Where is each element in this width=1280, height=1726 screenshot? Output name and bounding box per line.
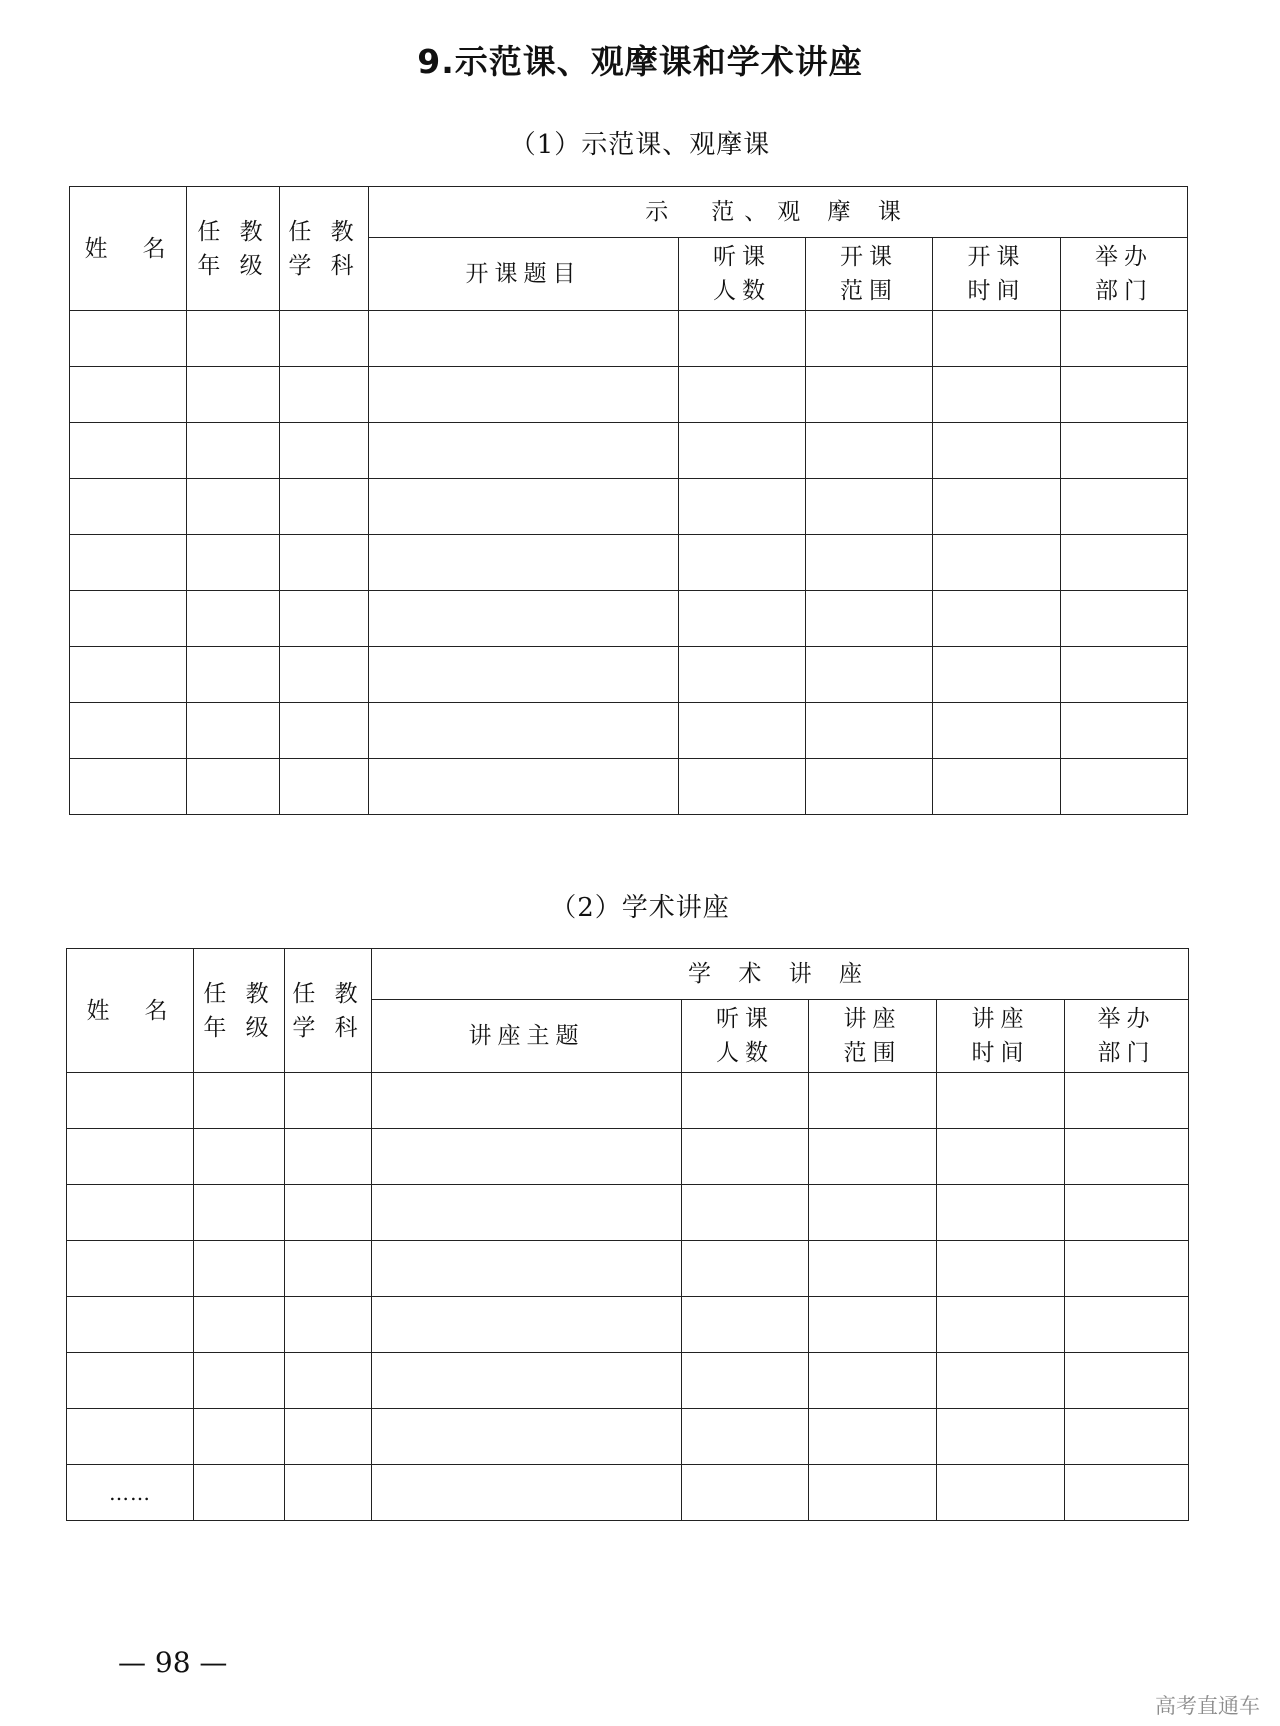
form-cell[interactable] xyxy=(280,759,369,815)
section-title-demo-lessons: （1）示范课、观摩课 xyxy=(509,130,771,160)
form-cell[interactable] xyxy=(280,423,369,479)
form-cell[interactable] xyxy=(679,479,806,535)
table-row xyxy=(67,1129,1189,1185)
form-cell[interactable] xyxy=(1065,1409,1189,1465)
form-cell[interactable] xyxy=(1061,423,1188,479)
form-cell[interactable] xyxy=(369,479,679,535)
form-cell[interactable] xyxy=(682,1409,809,1465)
form-cell[interactable] xyxy=(809,1297,937,1353)
form-cell[interactable] xyxy=(70,703,187,759)
page-title: 9.示范课、观摩课和学术讲座 xyxy=(417,42,863,81)
watermark: 高考直通车 xyxy=(1155,1694,1260,1718)
form-cell[interactable] xyxy=(280,311,369,367)
form-cell[interactable] xyxy=(1061,535,1188,591)
form-cell[interactable] xyxy=(806,367,933,423)
form-cell[interactable] xyxy=(280,367,369,423)
form-cell[interactable] xyxy=(285,1185,372,1241)
form-cell[interactable] xyxy=(187,759,280,815)
form-cell[interactable] xyxy=(1065,1353,1189,1409)
form-cell[interactable] xyxy=(369,311,679,367)
section-title-lectures: （2）学术讲座 xyxy=(550,893,730,923)
form-cell[interactable] xyxy=(67,1073,194,1129)
form-cell[interactable] xyxy=(806,703,933,759)
form-cell[interactable] xyxy=(372,1185,682,1241)
form-cell[interactable] xyxy=(369,703,679,759)
form-cell[interactable] xyxy=(372,1129,682,1185)
form-cell[interactable] xyxy=(372,1409,682,1465)
form-cell[interactable] xyxy=(679,703,806,759)
form-cell[interactable] xyxy=(194,1297,285,1353)
form-cell[interactable] xyxy=(679,311,806,367)
form-cell[interactable] xyxy=(933,311,1061,367)
table-row xyxy=(67,1241,1189,1297)
form-cell[interactable] xyxy=(194,1241,285,1297)
form-cell[interactable] xyxy=(806,479,933,535)
form-cell[interactable] xyxy=(285,1353,372,1409)
form-cell[interactable] xyxy=(1065,1297,1189,1353)
table-row xyxy=(67,1185,1189,1241)
form-cell[interactable] xyxy=(933,759,1061,815)
header-group-demo-lessons: 示 范、观 摩 课 xyxy=(369,187,1188,238)
table-row xyxy=(70,647,1188,703)
form-cell[interactable] xyxy=(937,1353,1065,1409)
form-cell[interactable] xyxy=(1065,1073,1189,1129)
form-cell[interactable] xyxy=(682,1073,809,1129)
header-grade: 任 教 年 级 xyxy=(194,949,285,1073)
form-cell[interactable] xyxy=(937,1185,1065,1241)
form-cell[interactable] xyxy=(70,591,187,647)
form-cell[interactable] xyxy=(806,535,933,591)
table-row xyxy=(70,759,1188,815)
form-cell[interactable] xyxy=(1065,1241,1189,1297)
form-cell[interactable] xyxy=(806,423,933,479)
form-cell[interactable] xyxy=(194,1353,285,1409)
header-topic: 开课题目 xyxy=(369,238,679,311)
table-row xyxy=(67,1073,1189,1129)
form-cell[interactable] xyxy=(67,1409,194,1465)
form-cell[interactable] xyxy=(937,1409,1065,1465)
form-cell[interactable] xyxy=(937,1297,1065,1353)
form-cell[interactable] xyxy=(70,367,187,423)
form-cell[interactable] xyxy=(285,1073,372,1129)
page-number: — 98 — xyxy=(118,1646,228,1679)
form-cell[interactable] xyxy=(806,591,933,647)
header-group-lectures: 学 术 讲 座 xyxy=(372,949,1189,1000)
header-name: 姓 名 xyxy=(67,949,194,1073)
form-cell[interactable] xyxy=(369,423,679,479)
form-cell[interactable] xyxy=(372,1465,682,1521)
header-time: 讲座 时间 xyxy=(937,1000,1065,1073)
form-cell[interactable] xyxy=(70,479,187,535)
table-row xyxy=(70,535,1188,591)
form-cell[interactable] xyxy=(70,759,187,815)
form-cell[interactable] xyxy=(285,1129,372,1185)
form-cell[interactable] xyxy=(1061,591,1188,647)
form-cell[interactable] xyxy=(806,311,933,367)
form-cell[interactable] xyxy=(679,367,806,423)
form-cell[interactable] xyxy=(280,703,369,759)
form-cell[interactable] xyxy=(1061,367,1188,423)
form-cell[interactable] xyxy=(679,535,806,591)
form-cell[interactable] xyxy=(806,759,933,815)
form-cell[interactable] xyxy=(682,1185,809,1241)
form-cell[interactable] xyxy=(806,647,933,703)
form-cell[interactable] xyxy=(809,1409,937,1465)
form-cell[interactable] xyxy=(933,535,1061,591)
header-subject: 任 教 学 科 xyxy=(285,949,372,1073)
form-cell[interactable] xyxy=(933,423,1061,479)
form-cell[interactable] xyxy=(1061,647,1188,703)
form-cell[interactable] xyxy=(933,367,1061,423)
header-name: 姓 名 xyxy=(70,187,187,311)
form-cell[interactable] xyxy=(682,1241,809,1297)
form-cell[interactable] xyxy=(369,535,679,591)
form-cell[interactable] xyxy=(809,1353,937,1409)
table-row xyxy=(67,1465,1189,1521)
form-cell[interactable] xyxy=(70,423,187,479)
form-cell[interactable] xyxy=(933,647,1061,703)
form-cell[interactable] xyxy=(1065,1185,1189,1241)
form-cell[interactable] xyxy=(369,367,679,423)
lectures-table xyxy=(66,948,1189,1521)
form-cell[interactable] xyxy=(285,1241,372,1297)
form-cell[interactable] xyxy=(679,591,806,647)
form-cell[interactable] xyxy=(285,1409,372,1465)
form-cell[interactable] xyxy=(682,1465,809,1521)
form-cell[interactable] xyxy=(809,1129,937,1185)
form-cell[interactable] xyxy=(1061,479,1188,535)
table-row xyxy=(67,1409,1189,1465)
form-cell[interactable] xyxy=(937,1465,1065,1521)
form-cell[interactable] xyxy=(679,759,806,815)
form-cell[interactable] xyxy=(679,647,806,703)
header-subject: 任 教 学 科 xyxy=(280,187,369,311)
form-cell[interactable] xyxy=(187,479,280,535)
form-cell[interactable] xyxy=(933,591,1061,647)
form-cell[interactable] xyxy=(194,1409,285,1465)
form-cell[interactable] xyxy=(369,647,679,703)
form-cell[interactable] xyxy=(67,1353,194,1409)
form-cell[interactable] xyxy=(187,423,280,479)
header-grade: 任 教 年 级 xyxy=(187,187,280,311)
form-cell[interactable] xyxy=(1065,1129,1189,1185)
header-dept: 举办 部门 xyxy=(1065,1000,1189,1073)
form-cell[interactable] xyxy=(280,591,369,647)
form-cell[interactable] xyxy=(194,1185,285,1241)
form-cell[interactable] xyxy=(372,1297,682,1353)
form-cell[interactable] xyxy=(187,591,280,647)
header-scope: 开课 范围 xyxy=(806,238,933,311)
header-audience: 听课 人数 xyxy=(679,238,806,311)
form-cell[interactable] xyxy=(937,1129,1065,1185)
form-cell[interactable] xyxy=(1065,1465,1189,1521)
form-cell[interactable] xyxy=(70,311,187,367)
form-cell[interactable] xyxy=(809,1073,937,1129)
form-cell[interactable] xyxy=(937,1241,1065,1297)
form-cell[interactable] xyxy=(1061,759,1188,815)
form-cell[interactable] xyxy=(369,591,679,647)
table-row xyxy=(70,703,1188,759)
form-cell[interactable] xyxy=(679,423,806,479)
form-cell[interactable] xyxy=(67,1129,194,1185)
form-cell[interactable] xyxy=(67,1185,194,1241)
form-cell[interactable] xyxy=(187,311,280,367)
form-cell[interactable] xyxy=(682,1297,809,1353)
form-cell[interactable] xyxy=(194,1465,285,1521)
form-cell[interactable] xyxy=(809,1185,937,1241)
table-row xyxy=(70,423,1188,479)
form-cell[interactable] xyxy=(67,1241,194,1297)
table-row xyxy=(67,1297,1189,1353)
header-scope: 讲座 范围 xyxy=(809,1000,937,1073)
form-cell[interactable] xyxy=(285,1465,372,1521)
form-cell[interactable] xyxy=(682,1129,809,1185)
form-cell[interactable] xyxy=(369,759,679,815)
form-cell[interactable] xyxy=(187,703,280,759)
form-cell[interactable] xyxy=(1061,311,1188,367)
form-cell[interactable] xyxy=(682,1353,809,1409)
table-row xyxy=(70,367,1188,423)
form-cell[interactable] xyxy=(280,647,369,703)
form-cell[interactable] xyxy=(933,703,1061,759)
form-cell[interactable] xyxy=(280,479,369,535)
form-cell[interactable] xyxy=(187,367,280,423)
header-dept: 举办 部门 xyxy=(1061,238,1188,311)
form-cell[interactable] xyxy=(280,535,369,591)
ellipsis-cell[interactable]: …… xyxy=(67,1465,194,1521)
demo-lessons-table xyxy=(69,186,1188,815)
form-cell[interactable] xyxy=(70,535,187,591)
form-cell[interactable] xyxy=(372,1353,682,1409)
header-topic: 讲座主题 xyxy=(372,1000,682,1073)
form-cell[interactable] xyxy=(809,1241,937,1297)
table-row xyxy=(70,311,1188,367)
form-cell[interactable] xyxy=(70,647,187,703)
form-cell[interactable] xyxy=(937,1073,1065,1129)
form-cell[interactable] xyxy=(809,1465,937,1521)
header-time: 开课 时间 xyxy=(933,238,1061,311)
form-cell[interactable] xyxy=(194,1073,285,1129)
form-cell[interactable] xyxy=(187,647,280,703)
table-row xyxy=(70,479,1188,535)
form-cell[interactable] xyxy=(372,1241,682,1297)
form-cell[interactable] xyxy=(67,1297,194,1353)
form-cell[interactable] xyxy=(194,1129,285,1185)
form-cell[interactable] xyxy=(1061,703,1188,759)
form-cell[interactable] xyxy=(285,1297,372,1353)
header-audience: 听课 人数 xyxy=(682,1000,809,1073)
table-row xyxy=(67,1353,1189,1409)
form-cell[interactable] xyxy=(187,535,280,591)
form-cell[interactable] xyxy=(372,1073,682,1129)
table-row xyxy=(70,591,1188,647)
form-cell[interactable] xyxy=(933,479,1061,535)
